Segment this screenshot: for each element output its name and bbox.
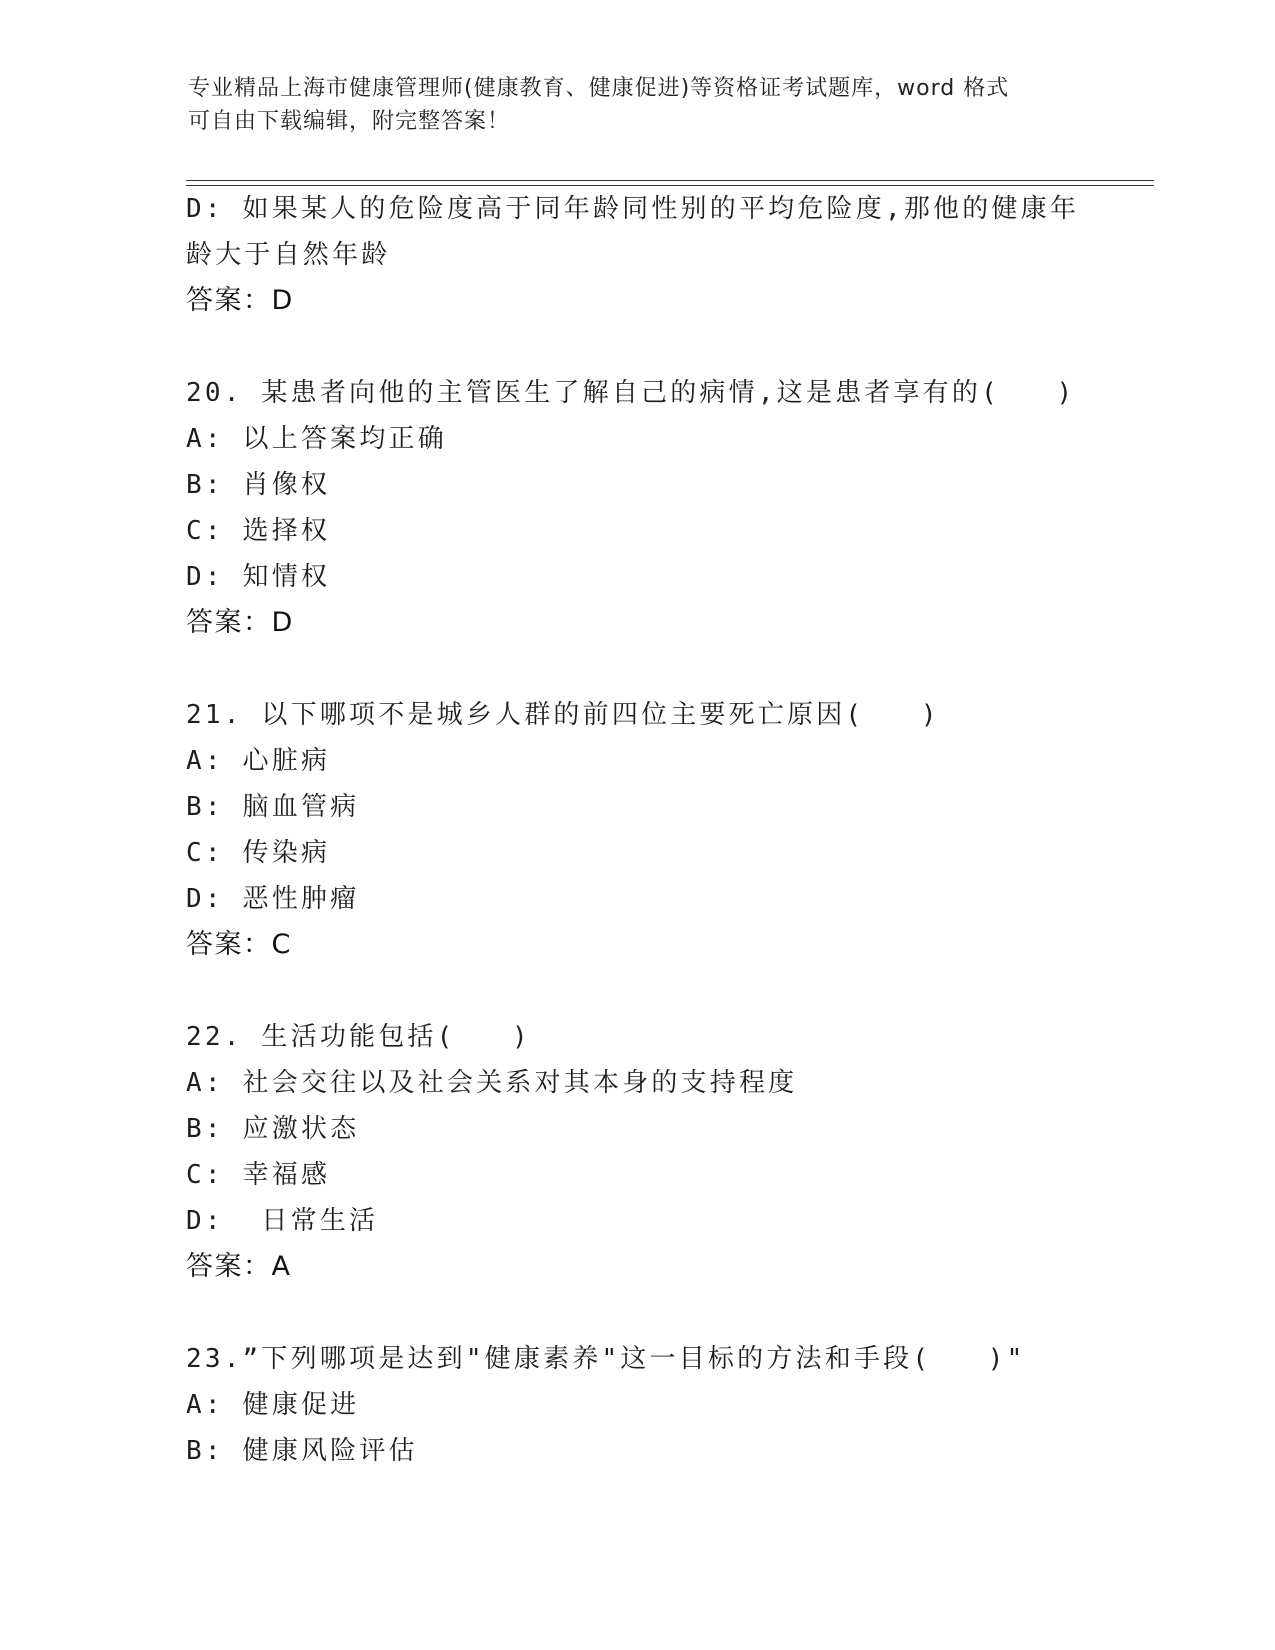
answer-line: 答案：D (186, 285, 294, 316)
option-a: A: 社会交往以及社会关系对其本身的支持程度 (186, 1068, 798, 1098)
option-d: D: 恶性肿瘤 (186, 884, 360, 914)
header-rule-top (186, 180, 1154, 181)
option-b: B: 肖像权 (186, 470, 331, 500)
option-c: C: 选择权 (186, 516, 331, 546)
option-a: A: 以上答案均正确 (186, 424, 447, 454)
option-d-continued: 龄大于自然年龄 (186, 240, 391, 270)
question-stem: 20. 某患者向他的主管医生了解自己的病情,这是患者享有的( ) (186, 378, 1076, 408)
option-c: C: 传染病 (186, 838, 331, 868)
option-b: B: 脑血管病 (186, 792, 360, 822)
header-line-2: 可自由下载编辑，附完整答案！ (188, 109, 511, 134)
question-stem: 21. 以下哪项不是城乡人群的前四位主要死亡原因( ) (186, 700, 940, 730)
question-list (186, 186, 1086, 1474)
option-a: A: 心脏病 (186, 746, 331, 776)
answer-line: 答案：C (186, 929, 292, 960)
option-d: D: 知情权 (186, 562, 331, 592)
option-d: D: 如果某人的危险度高于同年龄同性别的平均危险度,那他的健康年 (186, 194, 1080, 224)
question-stem: 23.”下列哪项是达到"健康素养"这一目标的方法和手段( )" (186, 1344, 1026, 1374)
option-b: B: 应激状态 (186, 1114, 360, 1144)
question-block-21 (186, 692, 1086, 968)
spacer (186, 968, 1086, 1014)
question-block-continued (186, 186, 1086, 324)
question-block-23 (186, 1336, 1086, 1474)
option-b: B: 健康风险评估 (186, 1436, 418, 1466)
header-line-1: 专业精品上海市健康管理师(健康教育、健康促进)等资格证考试题库，word 格式 (188, 76, 1010, 101)
question-stem: 22. 生活功能包括( ) (186, 1022, 531, 1052)
spacer (186, 324, 1086, 370)
spacer (186, 646, 1086, 692)
option-c: C: 幸福感 (186, 1160, 331, 1190)
spacer (186, 1290, 1086, 1336)
page-header (188, 72, 1088, 138)
question-block-22 (186, 1014, 1086, 1290)
option-d: D: 日常生活 (186, 1206, 379, 1236)
question-block-20 (186, 370, 1086, 646)
option-a: A: 健康促进 (186, 1390, 360, 1420)
answer-line: 答案：A (186, 1251, 292, 1282)
answer-line: 答案：D (186, 607, 294, 638)
